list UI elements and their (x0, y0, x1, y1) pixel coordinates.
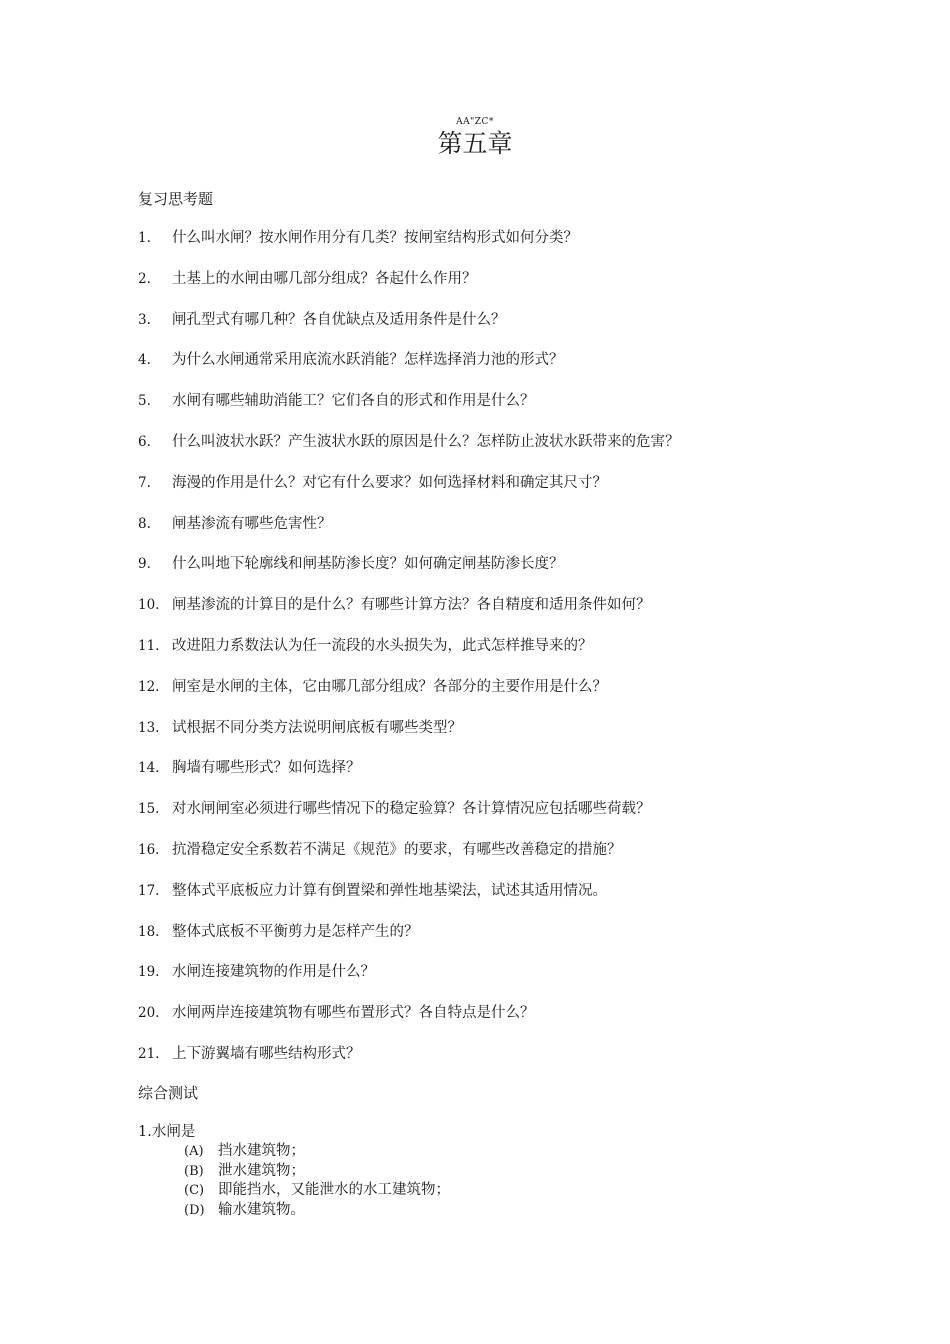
question-text: 海漫的作用是什么？对它有什么要求？如何选择材料和确定其尺寸？ (172, 474, 607, 491)
question-number: 19. (138, 964, 160, 981)
question-item-12 (138, 677, 918, 718)
answer-option-c (184, 1181, 838, 1201)
question-item-1 (138, 228, 918, 269)
question-text: 闸孔型式有哪几种？各自优缺点及适用条件是什么？ (172, 311, 506, 328)
question-item-7 (138, 473, 918, 514)
question-number: 21. (138, 1045, 160, 1062)
question-number: 3. (138, 311, 151, 328)
question-text: 整体式平底板应力计算有倒置梁和弹性地基梁法，试述其适用情况。 (172, 882, 607, 899)
question-number: 15. (138, 801, 160, 818)
option-letter: (A) (184, 1144, 204, 1159)
answer-option-a (184, 1142, 838, 1162)
option-letter: (C) (184, 1183, 205, 1198)
answer-option-b (184, 1162, 838, 1182)
question-text: 整体式底板不平衡剪力是怎样产生的？ (172, 923, 419, 940)
question-item-18 (138, 922, 918, 963)
question-text: 闸基渗流的计算目的是什么？有哪些计算方法？各自精度和适用条件如何？ (172, 597, 651, 614)
question-text: 为什么水闸通常采用底流水跃消能？怎样选择消力池的形式？ (172, 352, 564, 369)
answer-option-d (184, 1201, 838, 1221)
question-number: 18. (138, 923, 160, 940)
question-text: 改进阻力系数法认为任一流段的水头损失为，此式怎样推导来的？ (172, 637, 593, 654)
question-text: 什么叫地下轮廓线和闸基防渗长度？如何确定闸基防渗长度？ (172, 556, 564, 573)
question-text: 闸基渗流有哪些危害性？ (172, 515, 332, 532)
question-text: 土基上的水闸由哪几部分组成？各起什么作用？ (172, 270, 477, 287)
question-stem: 1.水闸是 (138, 1124, 196, 1140)
question-number: 7. (138, 474, 151, 491)
header-mark: AA"ZC* (456, 117, 494, 127)
question-number: 4. (138, 352, 151, 369)
question-text: 水闸两岸连接建筑物有哪些布置形式？各自特点是什么？ (172, 1005, 535, 1022)
review-question-list (138, 228, 918, 1085)
review-questions-heading: 复习思考题 (138, 190, 214, 208)
question-text: 闸室是水闸的主体，它由哪几部分组成？各部分的主要作用是什么？ (172, 678, 607, 695)
question-number: 6. (138, 433, 151, 450)
question-text: 抗滑稳定安全系数若不满足《规范》的要求，有哪些改善稳定的措施？ (172, 841, 622, 858)
question-item-9 (138, 554, 918, 595)
comprehensive-test-heading: 综合测试 (138, 1084, 199, 1102)
question-number: 16. (138, 841, 160, 858)
question-item-15 (138, 799, 918, 840)
question-number: 20. (138, 1005, 160, 1022)
question-text: 水闸连接建筑物的作用是什么？ (172, 964, 375, 981)
question-number: 9. (138, 556, 151, 573)
question-item-13 (138, 718, 918, 759)
question-item-17 (138, 881, 918, 922)
multiple-choice-question (138, 1122, 838, 1220)
question-item-2 (138, 269, 918, 310)
question-item-14 (138, 758, 918, 799)
option-text: 输水建筑物。 (218, 1201, 305, 1218)
question-item-21 (138, 1044, 918, 1085)
question-text: 胸墙有哪些形式？如何选择？ (172, 760, 361, 777)
question-item-19 (138, 962, 918, 1003)
question-text: 水闸有哪些辅助消能工？它们各自的形式和作用是什么？ (172, 393, 535, 410)
question-item-10 (138, 595, 918, 636)
option-text: 泄水建筑物； (218, 1162, 305, 1179)
answer-options (138, 1142, 838, 1220)
question-number: 13. (138, 719, 160, 736)
question-item-6 (138, 432, 918, 473)
question-number: 8. (138, 515, 151, 532)
question-text: 什么叫水闸？按水闸作用分有几类？按闸室结构形式如何分类？ (172, 230, 578, 246)
question-number: 5. (138, 393, 151, 410)
option-text: 挡水建筑物； (218, 1143, 305, 1159)
question-item-16 (138, 840, 918, 881)
option-letter: (D) (184, 1202, 205, 1218)
question-item-8 (138, 514, 918, 555)
question-item-5 (138, 391, 918, 432)
option-text: 即能挡水，又能泄水的水工建筑物； (218, 1182, 450, 1198)
question-item-4 (138, 350, 918, 391)
question-item-20 (138, 1003, 918, 1044)
question-number: 11. (138, 637, 160, 654)
chapter-title: 第五章 (437, 129, 513, 158)
question-text: 什么叫波状水跃？产生波状水跃的原因是什么？怎样防止波状水跃带来的危害？ (172, 433, 680, 450)
option-letter: (B) (184, 1163, 204, 1179)
question-number: 2. (138, 270, 151, 287)
question-number: 10. (138, 597, 160, 614)
question-text: 上下游翼墙有哪些结构形式？ (172, 1045, 361, 1062)
question-item-11 (138, 636, 918, 677)
question-number: 14. (138, 760, 160, 777)
question-number: 1. (138, 230, 151, 246)
question-number: 17. (138, 882, 160, 899)
question-text: 试根据不同分类方法说明闸底板有哪些类型？ (172, 719, 462, 736)
question-text: 对水闸闸室必须进行哪些情况下的稳定验算？各计算情况应包括哪些荷载？ (172, 801, 651, 818)
question-number: 12. (138, 678, 160, 695)
question-item-3 (138, 310, 918, 351)
